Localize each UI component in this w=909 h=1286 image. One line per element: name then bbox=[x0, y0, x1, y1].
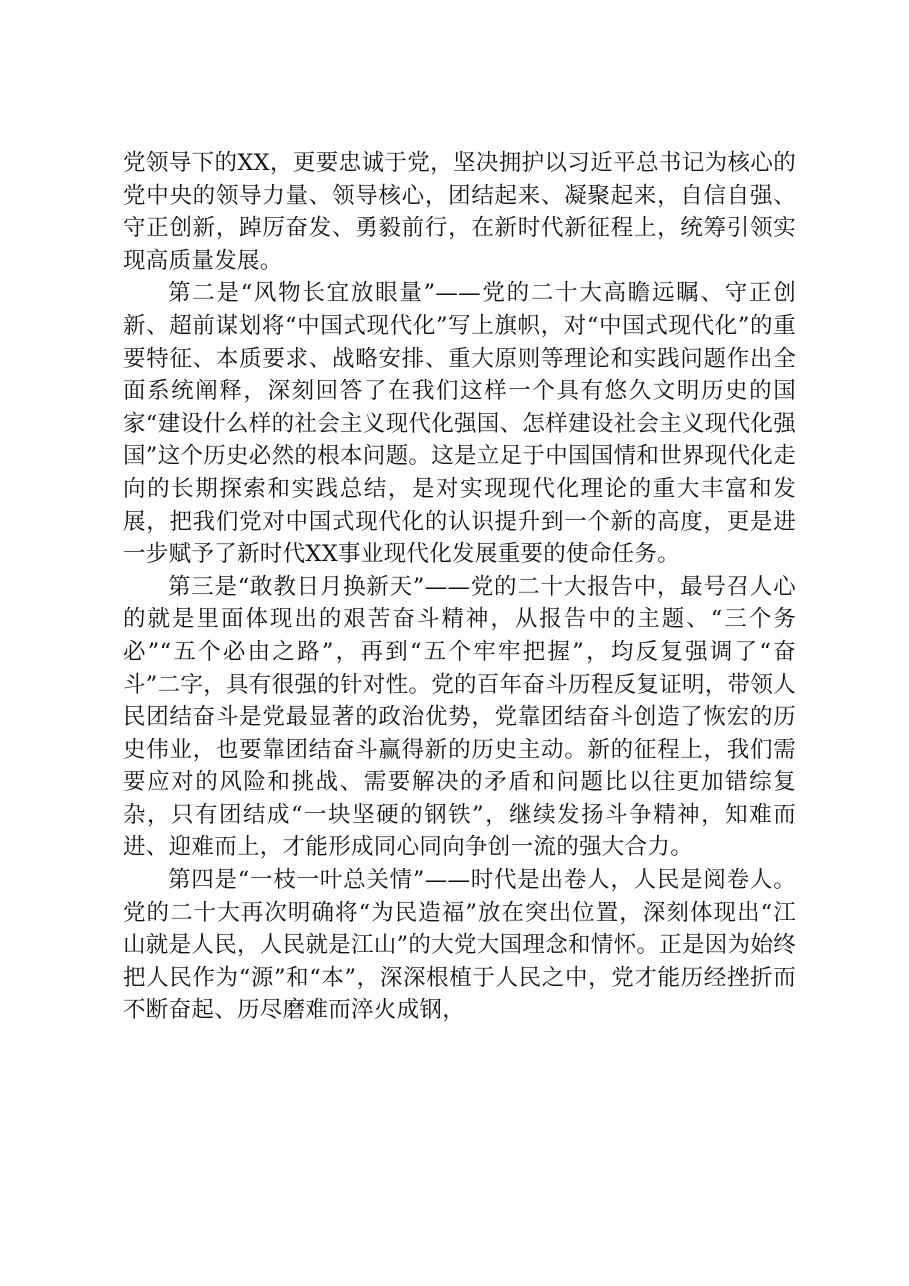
paragraph-continuation: 党领导下的XX，更要忠诚于党，坚决拥护以习近平总书记为核心的党中央的领导力量、领导核心，团结起来、凝聚起来，自信自强、守正创新，踔厉奋发、勇毅前行，在新时代新征程上，统筹引领实现高质量发展。 bbox=[123, 150, 796, 274]
paragraph-second-point: 第二是“风物长宜放眼量”——党的二十大高瞻远瞩、守正创新、超前谋划将“中国式现代化”写上旗帜，对“中国式现代化”的重要特征、本质要求、战略安排、重大原则等理论和实践问题作出全面系统阐释，深刻回答了在我们这样一个具有悠久文明历史的国家“建设什么样的社会主义现代化强国、怎样建设社会主义现代化强国”这个历史必然的根本问题。这是立足于中国国情和世界现代化走向的长期探索和实践总结，是对实现现代化理论的重大丰富和发展，把我们党对中国式现代化的认识提升到一个新的高度，更是进一步赋予了新时代XX事业现代化发展重要的使命任务。 bbox=[123, 280, 797, 568]
paragraph-fourth-point: 第四是“一枝一叶总关情”——时代是出卷人，人民是阅卷人。党的二十大再次明确将“为民造福”放在突出位置，深刻体现出“江山就是人民，人民就是江山”的大党大国理念和情怀。正是因为始终把人民作为“源”和“本”，深深根植于人民之中，党才能历经挫折而不断奋起、历尽磨难而淬火成钢， bbox=[123, 867, 797, 1024]
document-body bbox=[123, 147, 796, 1027]
paragraph-third-point: 第三是“敢教日月换新天”——党的二十大报告中，最号召人心的就是里面体现出的艰苦奋斗精神，从报告中的主题、“三个务必”“五个必由之路”，再到“五个牢牢把握”，均反复强调了“奋斗”二字，具有很强的针对性。党的百年奋斗历程反复证明，带领人民团结奋斗是党最显著的政治优势，党靠团结奋斗创造了恢宏的历史伟业，也要靠团结奋斗赢得新的历史主动。新的征程上，我们需要应对的风险和挑战、需要解决的矛盾和问题比以往更加错综复杂，只有团结成“一块坚硬的钢铁”，继续发扬斗争精神，知难而进、迎难而上，才能形成同心同向争创一流的强大合力。 bbox=[123, 573, 797, 861]
